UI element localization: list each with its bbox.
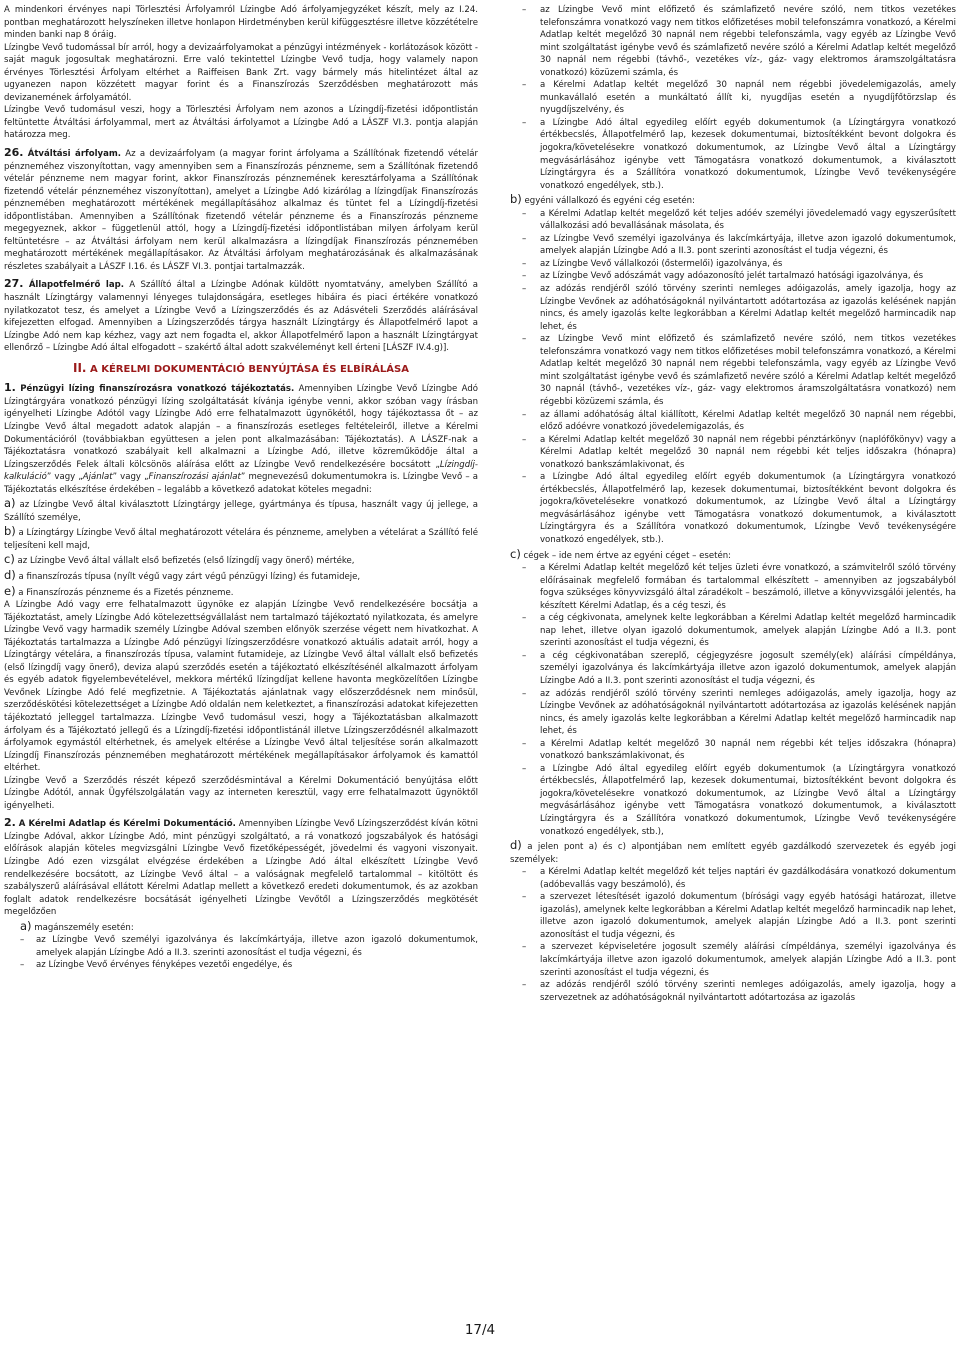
list-item: – a cég cégkivonatában szereplő, cégjegyzésre jogosult személy(ek) aláírási címpéldánya, személyi igazolványa és lakcímkártyája illetve azon igazoló dokumentumok, amelyek alapján Lízingbe Adó a II.3. pont szerinti azonosítást el tudja végezni, és (510, 650, 956, 688)
section-title: Állapotfelmérő lap. (28, 280, 124, 291)
chapter-heading (4, 362, 478, 377)
list-item: – az Lízingbe Vevő mint előfizető és számlafizető nevére szóló, nem titkos vezetékes telefonszámra vonatkozó vagy nem titkos előfizetéses mobil telefonszámra vonatkozó, a Kérelmi Adatlap keltét megelőző 30 napnál nem régebbi telefonszámla, vagy egyéb az Lízingbe Vevő mint szolgáltatást igénybe vevő és számlafizető nevére szóló a Kérelmi Adatlap keltét megelőző 30 napnál (távhő-, vezetékes víz-, gáz- vagy elektromos áramszolgáltatásra vonatkozó) nem régebbi közüzemi számla, és (510, 333, 956, 408)
list-item: – a Lízingbe Adó által egyedileg előírt egyéb dokumentumok (a Lízingtárgyra vonatkozó értékbecslés, Állapotfelmérő lap, kezesek dokumentumai, biztosítékként bevont dolgokra és jogokra/követelésekre vonatkozó dokumentumok, az Lízingbe Vevő által a Lízingtárgy megvásárlásához igénybe vett Támogatásra vonatkozó dokumentumok, a kiválasztott Lízingtárgyra és a Szállítóra vonatkozó dokumentumok, Lízingbe Vevő tevékenységére vonatkozó engedélyek, stb.). (510, 117, 956, 192)
quote-separator: ” vagy „ (46, 472, 83, 483)
item-text: az Lízingbe Vevő által vállalt első befizetés (első lízingdíj vagy önerő) mértéke, (17, 556, 355, 567)
section-26 (4, 147, 478, 273)
quoted-term: Ajánlat (82, 472, 113, 483)
item-text: a finanszírozás típusa (nyílt végű vagy zárt végű pénzügyi lízing) és futamideje, (18, 571, 361, 582)
right-column (510, 4, 956, 1004)
quoted-term: Finanszírozási ajánlat (148, 472, 241, 483)
group-heading-d (510, 839, 956, 866)
item-letter: d) (4, 567, 16, 582)
left-column (4, 4, 478, 972)
section-number: 2. (4, 816, 16, 830)
group-letter: c) (510, 546, 521, 561)
list-item: – a Kérelmi Adatlap keltét megelőző két teljes adóév személyi jövedelemadó vagy egyszerűsített vállalkozási adó bevallásának másolata, és (510, 208, 956, 233)
group-heading-a (4, 920, 478, 935)
group-text: magánszemély esetén: (34, 922, 134, 933)
list-item (4, 569, 478, 584)
section-number: 1. (4, 381, 16, 395)
section-2 (4, 817, 478, 918)
list-item: – az adózás rendjéről szóló törvény szerinti nemleges adóigazolás, amely igazolja, hogy az Lízingbe Vevőnek az adóhatóságoknál nyilvántartott adótartozása az igazolás kelésének napján nincs, és amely igazolás kelte legkorábban a Kérelmi Adatlap keltét megelőző harmincadik nap lehet, és (510, 688, 956, 738)
section-body: Amennyiben Lízingbe Vevő Lízingbe Adó Lízingtárgyára vonatkozó pénzügyi lízing szolgáltatását kívánja igénybe venni, akkor szóban vagy írásban igényelheti Lízingbe Adótól vagy Lízingbe Adó erre felhatalmazott ügynökétől, hogy tájékoztassa őt – az Lízingbe Vevő által megadott adatok alapján – a finanszírozás esetleges feltételeiről, illetve a Kérelmi Dokumentációról (továbbiakban együttesen a jelen pont alkalmazásában: Tájékoztatás). A LÁSZF-nak a Tájékoztatásra vonatkozó szabályait kell alkalmazni a Lízingbe Adó, illetve közreműködője által a Lízingszerződés Felek általi kölcsönös aláírása előtt az Lízingbe Vevő rendelkezésére bocsátott „ (4, 384, 479, 470)
chapter-title: A KÉRELMI DOKUMENTÁCIÓ BENYÚJTÁSA ÉS ELBÍRÁLÁSA (89, 363, 409, 375)
item-letter: b) (4, 524, 16, 539)
data-items-list (4, 497, 478, 599)
section-1 (4, 382, 478, 496)
section-number: 26. (4, 146, 24, 160)
paragraph: Lízingbe Vevő tudomásul veszi, hogy a Törlesztési Árfolyam nem azonos a Lízingdíj-fizetési időpontlistán feltüntette Átváltási árfolyammal, mert az Átváltási árfolyamot a Lízingbe Adó a LÁSZF VI.3. pontja alapján határozza meg. (4, 105, 478, 141)
list-item (4, 585, 478, 600)
page-number: 17/4 (464, 1322, 496, 1338)
list-item: – az Lízingbe Vevő személyi igazolványa és lakcímkártyája, illetve azon igazoló dokumentumok, amelyek alapján Lízingbe Adó a II.3. szerinti azonosítást el tudja végezni, és (4, 934, 478, 959)
item-text: az Lízingbe Vevő által kiválasztott Lízingtárgy jellege, gyártmánya és típusa, használt vagy új jellege, a Szállító személye, (4, 500, 478, 523)
section-title: A Kérelmi Adatlap és Kérelmi Dokumentáció. (18, 819, 236, 830)
group-heading-c (510, 548, 956, 563)
list-item: – az Lízingbe Vevő érvényes fényképes vezetői engedélye, és (4, 959, 478, 972)
list-item: – a Lízingbe Adó által egyedileg előírt egyéb dokumentumok (a Lízingtárgyra vonatkozó értékbecslés, Állapotfelmérő lap, kezesek dokumentumai, biztosítékként bevont dolgokra és jogokra/követelésekre vonatkozó dokumentumok, az Lízingbe Vevő által a Lízingtárgy megvásárlásához igénybe vett Támogatásra vonatkozó dokumentumok, a kiválasztott Lízingtárgyra és a Szállítóra vonatkozó dokumentumok, Lízingbe Vevő tevékenységére vonatkozó engedélyek, stb.), (510, 763, 956, 838)
item-text: a Finanszírozás pénzneme és a Fizetés pénzneme. (18, 587, 234, 598)
list-item: – a Kérelmi Adatlap keltét megelőző 30 napnál nem régebbi két teljes időszakra (hónapra) vonatkozó bankszámlakivonat, és (510, 738, 956, 763)
quote-separator: ” vagy „ (112, 472, 149, 483)
section-body: Amennyiben Lízingbe Vevő Lízingszerződést kíván kötni Lízingbe Adóval, akkor Lízingbe Adó, mint pénzügyi szolgáltató, a rá vonatkozó jogszabályok és hatósági előírások alapján köteles megvizsgálni Lízingbe Vevő fizetőképességét, jövedelmi és vagyoni viszonyait. Lízingbe Adó ezen vizsgálat elvégzése érdekében a Lízingbe Adó által elkészített Lízingbe Vevő rendelkezésére bocsátott, az Lízingbe Vevő által – a valóságnak megfelelő tartalommal – kitöltött és szabályszerű aláírásával ellátott Kérelmi Adatlap mellett a következő eredeti dokumentumok, és az azokban foglalt adatok rendelkezésre bocsátását igényelheti Lízingbe Vevőtől a Lízingszerződés megkötését megelőzően (4, 819, 478, 918)
section-number: 27. (4, 277, 24, 291)
group-letter: a) (20, 918, 32, 933)
requirements-list-a (4, 934, 478, 972)
list-item: – az Lízingbe Vevő vállalkozói (őstermelői) igazolványa, és (510, 258, 956, 271)
item-letter: c) (4, 552, 15, 567)
list-item: – a Kérelmi Adatlap keltét megelőző 30 napnál nem régebbi pénztárkönyv (naplófőkönyv) vagy a Kérelmi Adatlap keltét megelőző 30 napnál nem régebbi két teljes időszakra (hónapra) vonatkozó bankszámlakivonat, és (510, 434, 956, 472)
paragraph: A Lízingbe Adó vagy erre felhatalmazott ügynöke ez alapján Lízingbe Vevő rendelkezésére bocsátja a Tájékoztatást, amely Lízingbe Adó kötelezettségvállalást nem tartalmazó tájékoztató nyilatkozata, és amelyre Lízingbe Vevő vagy harmadik személy Lízingbe Adóval szemben előnyök szerzése végett nem hivatkozhat. A Tájékoztatás tartalmazza a Lízingbe Adó pénzügyi lízingszerződésre vonatkozó aktuális adatait arról, hogy a Lízingtárgy vételára, a finanszírozás típusa, valamint futamideje, az Lízingbe Vevő által vállalt első befizetés (első lízingdíj vagy önerő), devizа alapú szerződés esetén a tájékoztató elkészítésénél alkalmazott árfolyam és egyéb adatok figyelembevételével, mekkora mértékű lízingdíjat kellene havonta megközelítően Lízingbe Vevőnek Lízingbe Adó felé megfizetnie. A Tájékoztatás ajánlatnak vagy előszerződésnek nem minősül, szerződéskötési kötelezettséget a Lízingbe Adó oldalán nem keletkeztet, a finanszírozási adatokat kifejezetten tájékoztató jelleggel tartalmazza. Lízingbe Vevő tudomásul veszi, hogy a Tájékoztatásban alkalmazott árfolyam és a Tájékoztató jellegű és a Lízingdíj-fizetési időpontlistánál illetve Lízingszerződésnél alkalmazott árfolyamok egymástól eltérhetnek, és amelyek eltérése a Lízingbe Vevő által teljesítése során alkalmazott Lízingdíj Finanszírozás pénznemében meghatározott mértékének megállapításakor árfolyamok és kamattól eltérhet. (4, 600, 478, 774)
requirements-list-c (510, 562, 956, 838)
group-heading-b (510, 193, 956, 208)
paragraph: Lízingbe Vevő a Szerződés részét képező szerződésmintával a Kérelmi Dokumentáció benyújtása előtt Lízingbe Adótól, annak Ügyfélszolgálatán vagy az interneten keresztül, vagy erre felhatalmazott ügynöktől igényelheti. (4, 775, 478, 811)
list-item: – az Lízingbe Vevő személyi igazolványa és lakcímkártyája, illetve azon igazoló dokumentumok, amelyek alapján Lízingbe Adó a II.3. pont szerinti azonosítást el tudja végezni, és (510, 233, 956, 258)
requirements-list-d (510, 866, 956, 1004)
section-title: Átváltási árfolyam. (27, 149, 122, 160)
list-item: – a cég cégkivonata, amelynek kelte legkorábban a Kérelmi Adatlap keltét megelőző harmincadik nap lehet, illetve olyan igazoló dokumentumok, amelyek alapján Lízingbe Adó a II.3. pont szerinti azonosítást el tudja végezni, és (510, 612, 956, 650)
list-item: – a szervezet képviseletére jogosult személy aláírási címpéldánya, személyi igazolványa és lakcímkártyája illetve azon igazoló dokumentumok, amelyek alapján Lízingbe Adó a II.3. pont szerinti azonosítást el tudja végezni, és (510, 941, 956, 979)
list-item (4, 525, 478, 552)
item-letter: e) (4, 583, 16, 598)
list-item: – a Kérelmi Adatlap keltét megelőző két teljes üzleti évre vonatkozó, a számvitelről szóló törvény előírásainak megfelelő formában és tartalommal elkészített – amennyiben az jogszabályból fogva szükséges könyvvizsgáló által záradékolt – beszámoló, illetve a könyvvizsgálói jelentés, ha készített Kérelmi Adatlap, és a cég teszi, és (510, 562, 956, 612)
list-item: – a szervezet létesítését igazoló dokumentum (bírósági vagy egyéb hatósági határozat, illetve igazolás), amelynek kelte legkorábban a Kérelmi Adatlap keltét megelőző harmincadik nap lehet, illetve azon igazoló dokumentumok, amelyek alapján Lízingbe Adó a II.3. pont szerinti azonosítást el tudja végezni, és (510, 891, 956, 941)
list-item: – a Lízingbe Adó által egyedileg előírt egyéb dokumentumok (a Lízingtárgyra vonatkozó értékbecslés, Állapotfelmérő lap, kezesek dokumentumai, biztosítékként bevont dolgokra és jogokra/követelésekre vonatkozó dokumentumok, az Lízingbe Vevő által a Lízingtárgy megvásárlásához igénybe vett Támogatásra vonatkozó dokumentumok, a kiválasztott Lízingtárgyra és a Szállítóra vonatkozó dokumentumok, Lízingbe Vevő tevékenységére vonatkozó engedélyek, stb.). (510, 471, 956, 546)
list-item: – az Lízingbe Vevő adószámát vagy adóazonosító jelét tartalmazó hatósági igazolványa, és (510, 270, 956, 283)
quoted-term: Lízingdíj-kalkuláció (4, 459, 478, 483)
group-letter: b) (510, 192, 522, 207)
list-item: – az Lízingbe Vevő mint előfizető és számlafizető nevére szóló, nem titkos vezetékes telefonszámra vonatkozó vagy nem titkos előfizetéses mobil telefonszámra vonatkozó, a Kérelmi Adatlap keltét megelőző 30 napnál nem régebbi telefonszámla, vagy egyéb az Lízingbe Vevő mint szolgáltatást igénybe vevő és számlafizető nevére szóló a Kérelmi Adatlap keltét megelőző 30 napnál nem régebbi (távhő-, vezetékes víz-, gáz- vagy elektromos áramszolgáltatásra vonatkozó) közüzemi számla, és (510, 4, 956, 79)
list-item: – az adózás rendjéről szóló törvény szerinti nemleges adóigazolás, amely igazolja, hogy az Lízingbe Vevőnek az adóhatóságoknál nyilvántartott adótartozása az igazolás kelésének napján nincs, és amely igazolás kelte legkorábban a Kérelmi Adatlap keltét megelőző harmincadik nap lehet, és (510, 283, 956, 333)
item-letter: a) (4, 496, 16, 511)
group-text: cégek – ide nem értve az egyéni céget – esetén: (523, 550, 732, 561)
list-item (4, 497, 478, 524)
list-item (4, 553, 478, 568)
group-text: a jelen pont a) és c) alpontjában nem említett egyéb gazdálkodó szervezetek és egyéb jogi személyek: (510, 842, 956, 865)
list-item: – az adózás rendjéről szóló törvény szerinti nemleges adóigazolás, amely igazolja, hogy a szervezetnek az adóhatóságoknál nyilvántartott adótartozása az igazolás (510, 979, 956, 1004)
paragraph: Lízingbe Vevő tudomással bír arról, hogy a devizaárfolyamokat a pénzügyi intézmények - korlátozások között - saját maguk jogosultak meghatározni. Erre való tekintettel Lízingbe Vevő tudja, hogy valamely napon érvényes Törlesztési Árfolyam eltérhet a Raiffeisen Bank Zrt. vagy bármely más hitelintézet által az ugyanezen napon közzétett magyar forint és a Finanszírozás Szerződésben meghatározott más devizanemének árfolyamától. (4, 42, 478, 103)
item-text: a Lízingtárgy Lízingbe Vevő által meghatározott vételára és pénzneme, amelyben a vételárat a Szállító felé teljesíteni kell majd, (4, 528, 479, 551)
requirements-list-a-continued (510, 4, 956, 192)
group-text: egyéni vállalkozó és egyéni cég esetén: (524, 196, 695, 207)
list-item: – a Kérelmi Adatlap keltét megelőző 30 napnál nem régebbi jövedelemigazolás, amely munkavállaló esetén a munkáltató állít ki, nyugdíjas esetén a nyugdíjfőtörzslap és nyugdíjszelvény, és (510, 79, 956, 117)
list-item: – a Kérelmi Adatlap keltét megelőző két teljes naptári év gazdálkodására vonatkozó dokumentum (adóbevallás vagy beszámoló), és (510, 866, 956, 891)
paragraph: A mindenkori érvényes napi Törlesztési Árfolyamról Lízingbe Adó árfolyamjegyzéket készít, mely az I.24. pontban meghatározott helyszíneken illetve honlapon Hirdetményben kerül kifüggesztésre illetve közzétételre minden banki nap 8 óráig. (4, 5, 478, 41)
requirements-list-b (510, 208, 956, 547)
group-letter: d) (510, 838, 522, 853)
section-body: Az a devizaárfolyam (a magyar forint árfolyama a Szállítónak fizetendő vételár pénzneméhez viszonyítottan, vagy amennyiben sem a Finanszírozás pénzneme, sem a Szállítónak fizetendő vételár pénzneme nem magyar forint, akkor Finanszírozás pénznemének keresztárfolyama a Szállítónak fizetendő vételár pénzneméhez viszonyítottan), amelyet a Lízingbe Adó kizárólag a lízingdíjak Finanszírozás pénznemében meghatározott mértékének megállapításához alkalmaz és tüntet fel a Lízingdíj-fizetési időpontlistában. Amennyiben a Szállítónak fizetendő vételár pénzneme és a Finanszírozás pénzneme megegyeznek, akkor – függetlenül attól, hogy a Lízingdíj-fizetési időpontlistában milyen árfolyam kerül feltüntetésre – az Átváltási árfolyam nem kerül alkalmazásra a lízingdíjak Finanszírozás pénznemében meghatározott mértékének megállapításakor. Az Átváltási árfolyam meghatározásának és alkalmazásának részletes szabályait a LÁSZF I.16. és LÁSZF VI.3. pontjai tartalmazzák. (4, 149, 479, 272)
section-body: A Szállító által a Lízingbe Adónak küldött nyomtatvány, amelyben Szállító a használt Lízingtárgy valamennyi lényeges tulajdonságára, esetleges hibáira és piaci értékére vonatkozó nyilatkozatot tesz, és amelyet a Lízingbe Vevő a Lízingszerződés és az Adásvételi Szerződés aláírásával kifejezetten elfogad. Amennyiben a Lízingszerződés tárgya használt Lízingtárgy és Állapotfelmérő lapot a Lízingbe Adó nem kap kézhez, vagy azt nem fogadta el, akkor Állapotfelmérő lapon a használt Lízingtárgyat ellenőrző – Lízingbe Adó által elfogadott – szakértő által adott szakvéleményt kell érteni [LÁSZF IV.4.g)]. (4, 280, 479, 354)
section-27 (4, 278, 478, 354)
section-title: Pénzügyi lízing finanszírozásra vonatkozó tájékoztatás. (20, 384, 295, 395)
section-body-end: ” megnevezésű dokumentumokra is. Lízingbe Vevő – a Tájékoztatás elkészítése érdekében – legalább a következő adatokat köteles megadni: (4, 472, 478, 495)
chapter-number: II. (73, 360, 87, 375)
list-item: – az állami adóhatóság által kiállított, Kérelmi Adatlap keltét megelőző 30 napnál nem régebbi, előző adóévre vonatkozó jövedelemigazolás, és (510, 409, 956, 434)
